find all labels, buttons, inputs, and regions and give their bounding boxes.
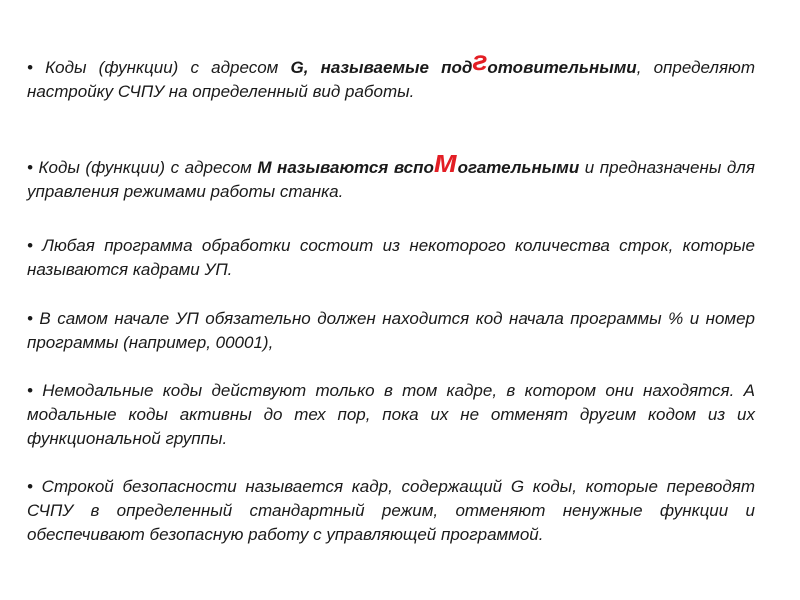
paragraph-safety-line: • Строкой безопасности называется кадр, содержащий G коды, которые переводят СЧПУ в определенный стандартный режим, отменяют ненужные функции и обеспечивают безопасную работу с управляющей программой. (27, 477, 755, 544)
p2-tail: и предназначены для управления режимами работы станка. (27, 158, 755, 201)
p1-bold: G, называемые под (290, 58, 473, 77)
p2-bold-end: огательными (457, 158, 580, 177)
paragraph-m-codes (27, 143, 755, 204)
p2-lead: • Коды (функции) с адресом (27, 158, 258, 177)
p2-bold: М называются вспо (257, 158, 434, 177)
p1-highlight-letter: г (472, 45, 488, 76)
paragraph-g-codes (27, 45, 755, 104)
p2-highlight-letter: м (433, 143, 458, 179)
p1-tail: , определяют настройку СЧПУ на определенный вид работы. (27, 58, 755, 101)
paragraph-modal-codes: • Немодальные коды действуют только в том кадре, в котором они находятся. А модальные коды активны до тех пор, пока их не отменят другим кодом из их функциональной группы. (27, 381, 755, 448)
paragraph-program-start: • В самом начале УП обязательно должен находится код начала программы % и номер программы (например, 00001), (27, 309, 755, 352)
paragraph-program-lines: • Любая программа обработки состоит из некоторого количества строк, которые называются кадрами УП. (27, 236, 755, 279)
p1-bold-end: отовительными (487, 58, 637, 77)
p1-lead: • Коды (функции) с адресом (27, 58, 291, 77)
